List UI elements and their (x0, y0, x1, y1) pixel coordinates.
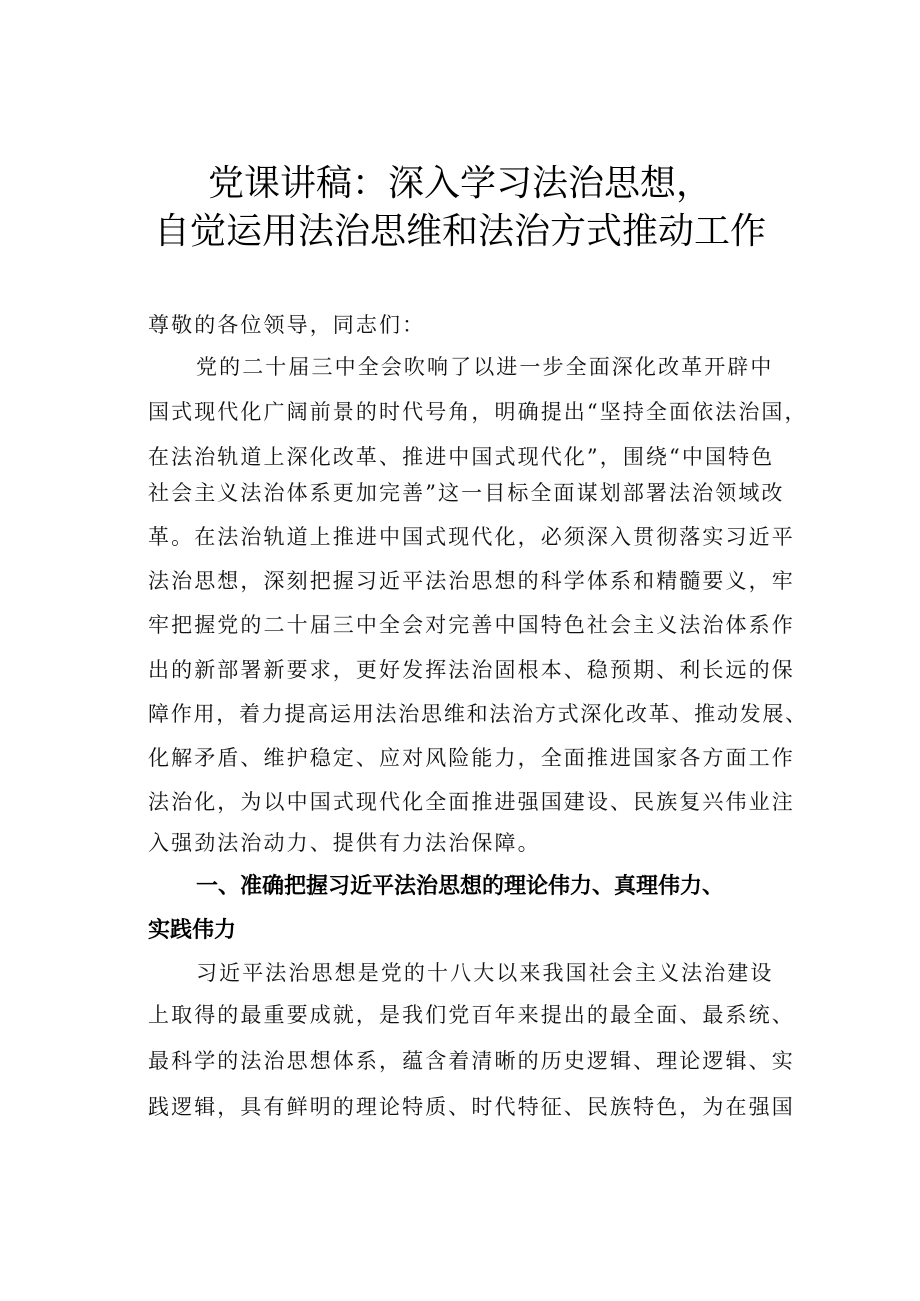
intro-paragraph-line: 在法治轨道上深化改革、推进中国式现代化”，围绕“中国特色 (148, 445, 775, 469)
section-body-line: 最科学的法治思想体系，蕴含着清晰的历史逻辑、理论逻辑、实 (148, 1049, 795, 1073)
intro-paragraph-line: 革。在法治轨道上推进中国式现代化，必须深入贯彻落实习近平 (148, 525, 795, 549)
intro-paragraph-line: 出的新部署新要求，更好发挥法治固根本、稳预期、利长远的保 (148, 658, 795, 682)
intro-paragraph-line: 障作用，着力提高运用法治思维和法治方式深化改革、推动发展、 (148, 702, 808, 726)
section-heading-line: 一、准确把握习近平法治思想的理论伟力、真理伟力、 (196, 874, 725, 899)
section-body-line: 习近平法治思想是党的十八大以来我国社会主义法治建设 (196, 961, 774, 985)
intro-paragraph-line: 入强劲法治动力、提供有力法治保障。 (148, 831, 541, 855)
intro-paragraph-line: 法治化，为以中国式现代化全面推进强国建设、民族复兴伟业注 (148, 790, 795, 814)
intro-paragraph-line: 社会主义法治体系更加完善”这一目标全面谋划部署法治领域改 (148, 481, 785, 505)
document-title-line-1: 党课讲稿：深入学习法治思想， (207, 163, 712, 204)
section-heading-line: 实践伟力 (148, 918, 237, 943)
intro-paragraph-line: 牢把握党的二十届三中全会对完善中国特色社会主义法治体系作 (148, 613, 795, 637)
intro-paragraph-line: 法治思想，深刻把握习近平法治思想的科学体系和精髓要义，牢 (148, 569, 795, 593)
intro-paragraph-line: 党的二十届三中全会吹响了以进一步全面深化改革开辟中 (196, 355, 774, 379)
intro-paragraph-line: 化解矛盾、维护稳定、应对风险能力，全面推进国家各方面工作 (148, 746, 795, 770)
document-title-line-2: 自觉运用法治思维和法治方式推动工作 (153, 211, 766, 252)
section-body-line: 上取得的最重要成就，是我们党百年来提出的最全面、最系统、 (148, 1003, 795, 1027)
salutation: 尊敬的各位领导，同志们： (148, 313, 426, 337)
intro-paragraph-line: 国式现代化广阔前景的时代号角，明确提出“坚持全面依法治国， (148, 400, 808, 424)
section-body-line: 践逻辑，具有鲜明的理论特质、时代特征、民族特色，为在强国 (148, 1095, 795, 1119)
